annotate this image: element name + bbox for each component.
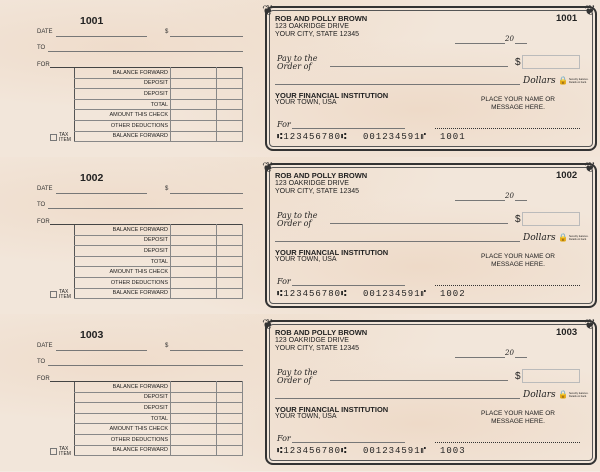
date-label: DATE <box>37 186 53 192</box>
security-note: Security features. Details on back. <box>569 235 589 241</box>
ledger-row <box>75 68 243 79</box>
amount-box[interactable] <box>522 55 580 69</box>
ledger-row <box>75 120 243 131</box>
address-line-1: 123 OAKRIDGE DRIVE <box>275 180 349 187</box>
message-text: PLACE YOUR NAME OR MESSAGE HERE. <box>481 410 555 425</box>
micr-routing: ⑆123456780⑆ <box>277 446 348 456</box>
date-line[interactable] <box>455 43 505 44</box>
ledger-amount[interactable] <box>171 288 217 299</box>
to-field[interactable] <box>48 365 243 366</box>
dollar-sign: $ <box>515 214 521 225</box>
memo-field[interactable] <box>292 442 405 443</box>
ledger-label: BALANCE FORWARD <box>75 225 171 236</box>
ledger-row <box>75 78 243 89</box>
micr-account: 001234591⑈ <box>363 132 428 142</box>
ledger-amount[interactable] <box>171 392 217 403</box>
bank-town: YOUR TOWN, USA <box>275 413 337 420</box>
amount-box[interactable] <box>522 212 580 226</box>
amount-box[interactable] <box>522 369 580 383</box>
ledger-row <box>75 256 243 267</box>
ledger-cents[interactable] <box>217 403 243 414</box>
check-number: 1003 <box>556 327 578 338</box>
tax-item-label: TAX ITEM <box>59 446 71 457</box>
ledger-label: AMOUNT THIS CHECK <box>75 110 171 121</box>
ledger-cents[interactable] <box>217 424 243 435</box>
check-set-2 <box>0 157 600 314</box>
ledger-cents[interactable] <box>217 78 243 89</box>
ledger-label: DEPOSIT <box>75 246 171 257</box>
ledger-label: OTHER DEDUCTIONS <box>75 120 171 131</box>
ledger-row <box>75 131 243 142</box>
ledger-cents[interactable] <box>217 288 243 299</box>
ledger-label: TOTAL <box>75 413 171 424</box>
ledger-label: DEPOSIT <box>75 403 171 414</box>
ledger-label: AMOUNT THIS CHECK <box>75 267 171 278</box>
ledger-cents[interactable] <box>217 225 243 236</box>
tax-item-checkbox[interactable] <box>50 134 57 141</box>
ledger-row <box>75 424 243 435</box>
ledger-amount[interactable] <box>171 246 217 257</box>
ledger-row <box>75 403 243 414</box>
memo-label: For <box>277 434 291 443</box>
message-text: PLACE YOUR NAME OR MESSAGE HERE. <box>481 96 555 111</box>
year-label: 20 <box>505 192 514 200</box>
micr-check-number: 1003 <box>440 446 466 456</box>
for-label: FOR <box>37 62 50 68</box>
date-field[interactable] <box>56 193 147 194</box>
ledger-label: DEPOSIT <box>75 235 171 246</box>
stub-number: 1001 <box>80 15 104 27</box>
ledger-label: DEPOSIT <box>75 89 171 100</box>
to-label: TO <box>37 202 46 208</box>
ledger-row <box>75 267 243 278</box>
year-line <box>515 357 527 358</box>
signature-line[interactable] <box>435 128 580 129</box>
memo-field[interactable] <box>292 128 405 129</box>
year-line <box>515 43 527 44</box>
amount-words-field[interactable] <box>275 241 520 242</box>
ledger-cents[interactable] <box>217 413 243 424</box>
ledger-amount[interactable] <box>171 434 217 445</box>
amount-field[interactable] <box>170 36 243 37</box>
year-label: 20 <box>505 349 514 357</box>
pay-to-label: Pay to the Order of <box>277 368 318 385</box>
ledger-amount[interactable] <box>171 256 217 267</box>
ledger-amount[interactable] <box>171 68 217 79</box>
ledger-amount[interactable] <box>171 403 217 414</box>
ledger-label: BALANCE FORWARD <box>75 382 171 393</box>
ledger-label: BALANCE FORWARD <box>75 131 171 142</box>
ledger-cents[interactable] <box>217 235 243 246</box>
ledger-row <box>75 225 243 236</box>
ledger-amount[interactable] <box>171 382 217 393</box>
ledger-amount[interactable] <box>171 413 217 424</box>
ledger-amount[interactable] <box>171 424 217 435</box>
dollars-label: Dollars <box>523 76 556 86</box>
stub-number: 1002 <box>80 172 104 184</box>
corner-ornament-icon: ❦ <box>262 159 274 175</box>
ledger-label: TOTAL <box>75 256 171 267</box>
tax-item-label: TAX ITEM <box>59 289 71 300</box>
micr-check-number: 1001 <box>440 132 466 142</box>
check-set-3 <box>0 314 600 471</box>
micr-account: 001234591⑈ <box>363 446 428 456</box>
ledger-label: OTHER DEDUCTIONS <box>75 277 171 288</box>
date-field[interactable] <box>56 350 147 351</box>
ledger-amount[interactable] <box>171 225 217 236</box>
ledger-cents[interactable] <box>217 89 243 100</box>
ledger-amount[interactable] <box>171 120 217 131</box>
micr-routing: ⑆123456780⑆ <box>277 289 348 299</box>
to-field[interactable] <box>48 208 243 209</box>
date-line[interactable] <box>455 357 505 358</box>
ledger-amount[interactable] <box>171 445 217 456</box>
ledger-cents[interactable] <box>217 392 243 403</box>
ledger-cents[interactable] <box>217 267 243 278</box>
ledger-cents[interactable] <box>217 246 243 257</box>
ledger-label: OTHER DEDUCTIONS <box>75 434 171 445</box>
corner-ornament-icon: ❦ <box>584 159 596 175</box>
ledger-row <box>75 110 243 121</box>
ledger-label: TOTAL <box>75 99 171 110</box>
bank-name: YOUR FINANCIAL INSTITUTION <box>275 248 389 257</box>
ledger-cents[interactable] <box>217 131 243 142</box>
dollar-sign: $ <box>515 371 521 382</box>
date-line[interactable] <box>455 200 505 201</box>
memo-label: For <box>277 277 291 286</box>
ledger-table <box>74 381 243 456</box>
amount-words-field[interactable] <box>275 84 520 85</box>
ledger-label: DEPOSIT <box>75 78 171 89</box>
ledger-row <box>75 445 243 456</box>
ledger-cents[interactable] <box>217 110 243 121</box>
payee-field[interactable] <box>330 380 508 381</box>
ledger-cents[interactable] <box>217 68 243 79</box>
year-label: 20 <box>505 35 514 43</box>
amount-words-field[interactable] <box>275 398 520 399</box>
ledger-cents[interactable] <box>217 445 243 456</box>
ledger-label: AMOUNT THIS CHECK <box>75 424 171 435</box>
date-label: DATE <box>37 29 53 35</box>
ledger-table <box>74 224 243 299</box>
micr-account: 001234591⑈ <box>363 289 428 299</box>
ledger-row <box>75 99 243 110</box>
ledger-label: BALANCE FORWARD <box>75 288 171 299</box>
date-label: DATE <box>37 343 53 349</box>
year-line <box>515 200 527 201</box>
lock-icon: 🔒 <box>558 233 568 242</box>
ledger-label: DEPOSIT <box>75 392 171 403</box>
bank-town: YOUR TOWN, USA <box>275 256 337 263</box>
stub-number: 1003 <box>80 329 104 341</box>
ledger-amount[interactable] <box>171 89 217 100</box>
ledger-label: BALANCE FORWARD <box>75 68 171 79</box>
account-holder-name: ROB AND POLLY BROWN <box>275 171 368 180</box>
ledger-amount[interactable] <box>171 235 217 246</box>
ledger-cents[interactable] <box>217 99 243 110</box>
to-label: TO <box>37 359 46 365</box>
corner-ornament-icon: ❦ <box>262 316 274 332</box>
check-number: 1001 <box>556 13 578 24</box>
address-line-1: 123 OAKRIDGE DRIVE <box>275 337 349 344</box>
ledger-row <box>75 288 243 299</box>
lock-icon: 🔒 <box>558 390 568 399</box>
for-label: FOR <box>37 219 50 225</box>
signature-line[interactable] <box>435 442 580 443</box>
ledger-row <box>75 382 243 393</box>
payee-field[interactable] <box>330 66 508 67</box>
pay-to-label: Pay to the Order of <box>277 54 318 71</box>
dollar-sign: $ <box>515 57 521 68</box>
check-set-1 <box>0 0 600 157</box>
ledger-row <box>75 413 243 424</box>
corner-ornament-icon: ❦ <box>584 316 596 332</box>
account-holder-name: ROB AND POLLY BROWN <box>275 328 368 337</box>
dollars-label: Dollars <box>523 390 556 400</box>
amount-label: $ <box>165 29 169 35</box>
tax-item-checkbox[interactable] <box>50 448 57 455</box>
ledger-cents[interactable] <box>217 277 243 288</box>
bank-name: YOUR FINANCIAL INSTITUTION <box>275 91 389 100</box>
ledger-row <box>75 235 243 246</box>
date-field[interactable] <box>56 36 147 37</box>
amount-label: $ <box>165 186 169 192</box>
payee-field[interactable] <box>330 223 508 224</box>
micr-check-number: 1002 <box>440 289 466 299</box>
ledger-cents[interactable] <box>217 120 243 131</box>
message-text: PLACE YOUR NAME OR MESSAGE HERE. <box>481 253 555 268</box>
pay-to-label: Pay to the Order of <box>277 211 318 228</box>
memo-field[interactable] <box>292 285 405 286</box>
address-line-2: YOUR CITY, STATE 12345 <box>275 31 360 38</box>
ledger-row <box>75 434 243 445</box>
lock-icon: 🔒 <box>558 76 568 85</box>
tax-item-label: TAX ITEM <box>59 132 71 143</box>
address-line-1: 123 OAKRIDGE DRIVE <box>275 23 349 30</box>
to-label: TO <box>37 45 46 51</box>
ledger-row <box>75 89 243 100</box>
ledger-cents[interactable] <box>217 434 243 445</box>
ledger-amount[interactable] <box>171 110 217 121</box>
dollars-label: Dollars <box>523 233 556 243</box>
security-note: Security features. Details on back. <box>569 392 589 398</box>
tax-item-checkbox[interactable] <box>50 291 57 298</box>
amount-label: $ <box>165 343 169 349</box>
address-line-2: YOUR CITY, STATE 12345 <box>275 345 360 352</box>
amount-field[interactable] <box>170 193 243 194</box>
ledger-cents[interactable] <box>217 256 243 267</box>
to-field[interactable] <box>48 51 243 52</box>
account-holder-name: ROB AND POLLY BROWN <box>275 14 368 23</box>
bank-name: YOUR FINANCIAL INSTITUTION <box>275 405 389 414</box>
corner-ornament-icon: ❦ <box>584 2 596 18</box>
ledger-amount[interactable] <box>171 131 217 142</box>
ledger-row <box>75 277 243 288</box>
ledger-amount[interactable] <box>171 99 217 110</box>
ledger-amount[interactable] <box>171 267 217 278</box>
ledger-row <box>75 246 243 257</box>
address-line-2: YOUR CITY, STATE 12345 <box>275 188 360 195</box>
micr-routing: ⑆123456780⑆ <box>277 132 348 142</box>
ledger-amount[interactable] <box>171 277 217 288</box>
security-note: Security features. Details on back. <box>569 78 589 84</box>
signature-line[interactable] <box>435 285 580 286</box>
bank-town: YOUR TOWN, USA <box>275 99 337 106</box>
ledger-row <box>75 392 243 403</box>
corner-ornament-icon: ❦ <box>262 2 274 18</box>
check-number: 1002 <box>556 170 578 181</box>
ledger-label: BALANCE FORWARD <box>75 445 171 456</box>
amount-field[interactable] <box>170 350 243 351</box>
for-label: FOR <box>37 376 50 382</box>
ledger-amount[interactable] <box>171 78 217 89</box>
ledger-table <box>74 67 243 142</box>
memo-label: For <box>277 120 291 129</box>
ledger-cents[interactable] <box>217 382 243 393</box>
